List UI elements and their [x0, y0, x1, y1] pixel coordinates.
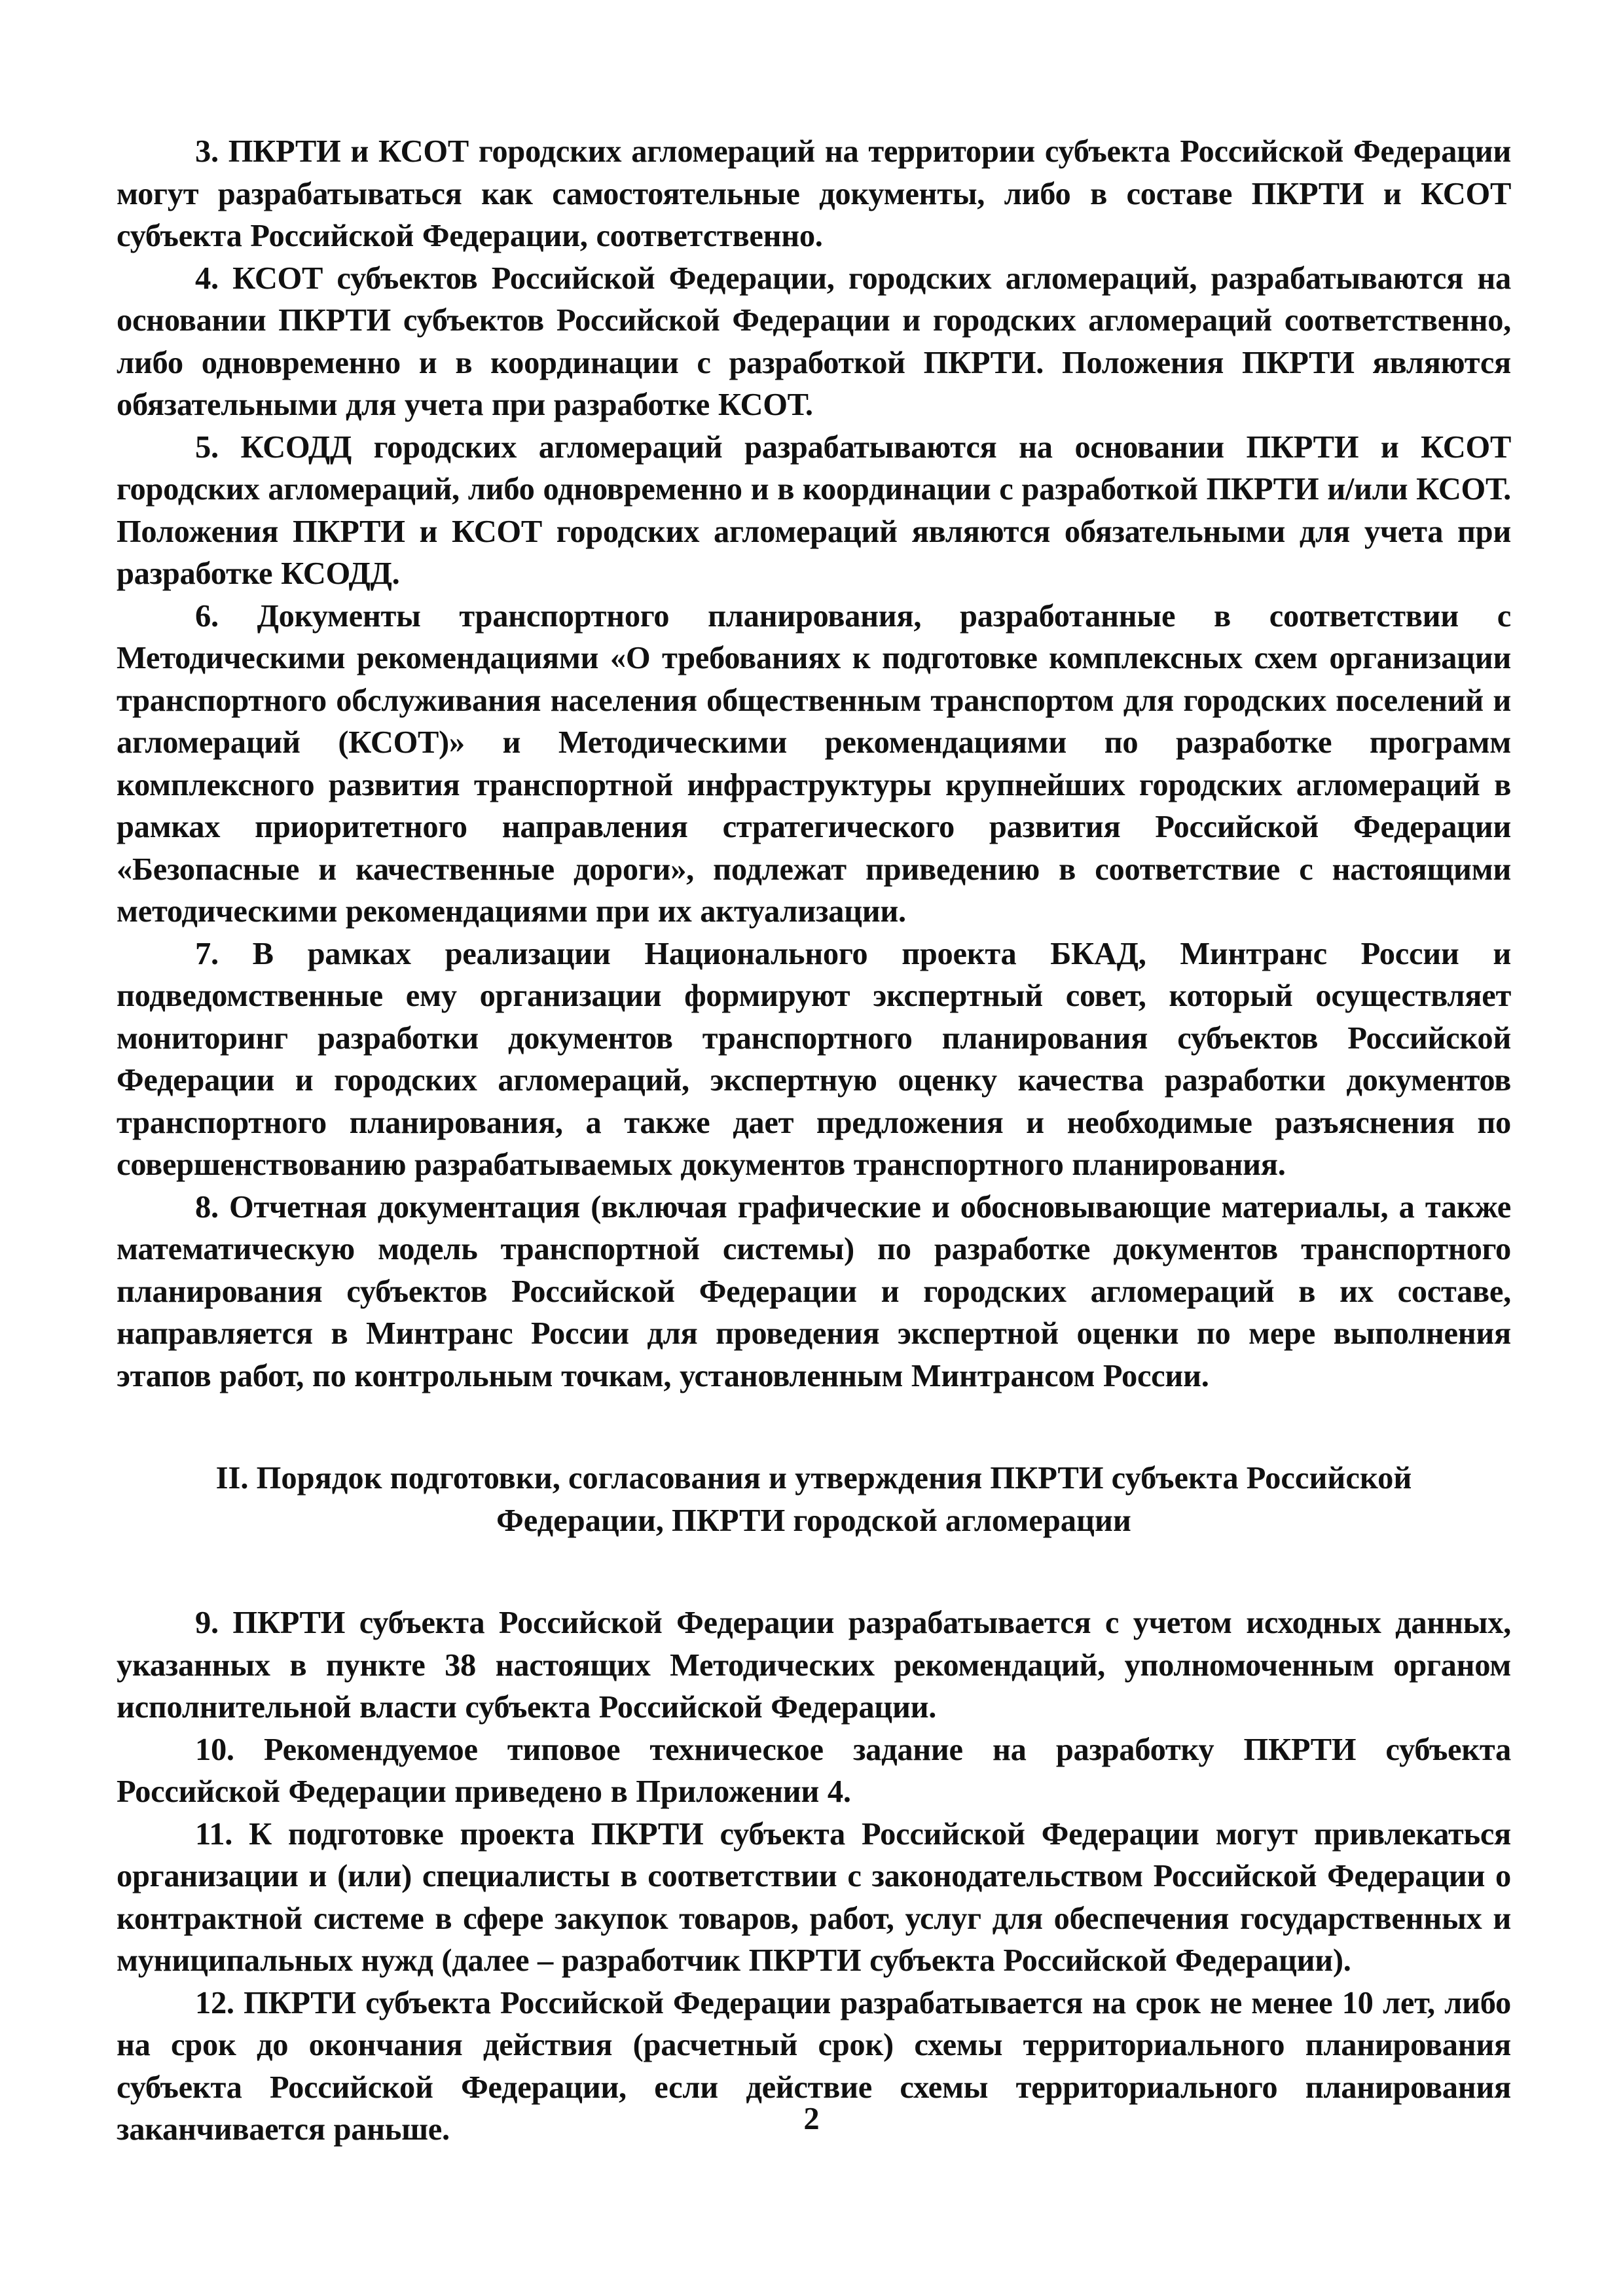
paragraph-12: 12. ПКРТИ субъекта Российской Федерации разрабатывается на срок не менее 10 лет, либо на срок до окончания действия (расчетный срок) схемы территориального планирования субъекта Российской Федерации, если действие схемы территориального планирования заканчивается раньше.: [117, 1985, 1511, 2147]
paragraph-3: 3. ПКРТИ и КСОТ городских агломераций на территории субъекта Российской Федерации могут разрабатываться как самостоятельные документы, либо в составе ПКРТИ и КСОТ субъекта Российской Федерации, соответственно.: [117, 134, 1511, 253]
paragraph-7: 7. В рамках реализации Национального проекта БКАД, Минтранс России и подведомственные ему организации формируют экспертный совет, который осуществляет мониторинг разработки документов транспортного планирования субъектов Российской Федерации и городских агломераций, экспертную оценку качества разработки документов транспортного планирования, а также дает предложения и необходимые разъяснения по совершенствованию разрабатываемых документов транспортного планирования.: [117, 936, 1511, 1182]
paragraph-8: 8. Отчетная документация (включая графические и обосновывающие материалы, а также математическую модель транспортной системы) по разработке документов транспортного планирования субъектов Российской Федерации и городских агломераций в их составе, направляется в Минтранс России для проведения экспертной оценки по мере выполнения этапов работ, по контрольным точкам, установленным Минтрансом России.: [117, 1189, 1511, 1393]
paragraph-9: 9. ПКРТИ субъекта Российской Федерации разрабатывается с учетом исходных данных, указанных в пункте 38 настоящих Методических рекомендаций, уполномоченным органом исполнительной власти субъекта Российской Федерации.: [117, 1605, 1511, 1725]
page-content: [117, 131, 1511, 2151]
paragraph-10: 10. Рекомендуемое типовое техническое задание на разработку ПКРТИ субъекта Российской Федерации приведено в Приложении 4.: [117, 1732, 1511, 1809]
page-number: 2: [803, 2102, 820, 2136]
paragraph-5: 5. КСОДД городских агломераций разрабатываются на основании ПКРТИ и КСОТ городских агломераций, либо одновременно и в координации с разработкой ПКРТИ и/или КСОТ. Положения ПКРТИ и КСОТ городских агломераций являются обязательными для учета при разработке КСОДД.: [117, 429, 1511, 591]
paragraph-6: 6. Документы транспортного планирования, разработанные в соответствии с Методическими рекомендациями «О требованиях к подготовке комплексных схем организации транспортного обслуживания населения общественным транспортом для городских поселений и агломераций (КСОТ)» и Методическими рекомендациями по разработке программ комплексного развития транспортной инфраструктуры крупнейших городских агломераций в рамках приоритетного направления стратегического развития Российской Федерации «Безопасные и качественные дороги», подлежат приведению в соответствие с настоящими методическими рекомендациями при их актуализации.: [117, 598, 1511, 929]
paragraph-11: 11. К подготовке проекта ПКРТИ субъекта Российской Федерации могут привлекаться организации и (или) специалисты в соответствии с законодательством Российской Федерации о контрактной системе в сфере закупок товаров, работ, услуг для обеспечения государственных и муниципальных нужд (далее – разработчик ПКРТИ субъекта Российской Федерации).: [117, 1816, 1511, 1978]
paragraph-4: 4. КСОТ субъектов Российской Федерации, городских агломераций, разрабатываются на основании ПКРТИ субъектов Российской Федерации и городских агломераций соответственно, либо одновременно и в координации с разработкой ПКРТИ. Положения ПКРТИ являются обязательными для учета при разработке КСОТ.: [117, 260, 1511, 422]
section-heading: II. Порядок подготовки, согласования и утверждения ПКРТИ субъекта Российской Федерации, ПКРТИ городской агломерации: [215, 1461, 1412, 1538]
